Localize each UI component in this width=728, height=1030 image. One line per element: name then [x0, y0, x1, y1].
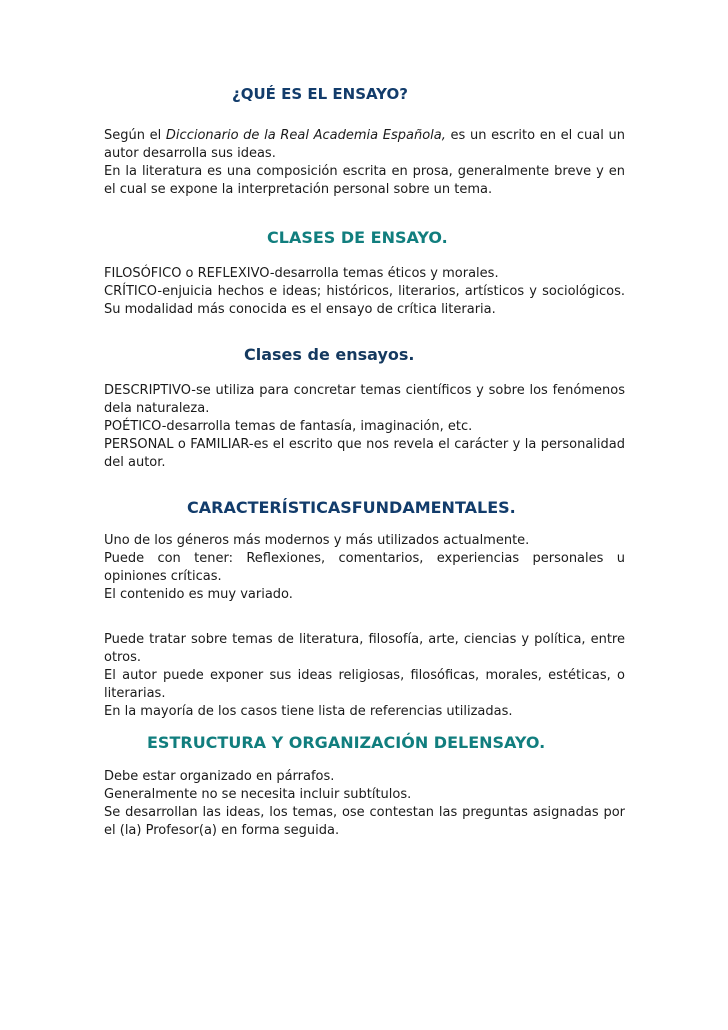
paragraph-descriptivo: DESCRIPTIVO-se utiliza para concretar temas científicos y sobre los fenómenos dela naturaleza.	[104, 383, 625, 416]
section-clases-ensayos-body	[104, 382, 625, 472]
section-clases-body	[104, 265, 625, 319]
section-caracteristicas-body-1	[104, 532, 625, 604]
dictionary-reference: Diccionario de la Real Academia Española,	[165, 128, 446, 143]
text-segment: Según el	[104, 128, 166, 143]
text-segment: es un escrito en el cual un autor desarrolla sus ideas.	[104, 128, 625, 161]
paragraph-contenido-tipos: Puede con tener: Reflexiones, comentarios, experiencias personales u opiniones críticas.	[104, 551, 625, 584]
paragraph-parrafos: Debe estar organizado en párrafos.	[104, 769, 335, 784]
heading-text: ESTRUCTURA Y ORGANIZACIÓN DELENSAYO.	[147, 733, 546, 752]
section-caracteristicas-body-2	[104, 631, 625, 721]
paragraph-referencias: En la mayoría de los casos tiene lista de referencias utilizadas.	[104, 704, 513, 719]
heading-text: Clases de ensayos.	[244, 345, 415, 364]
paragraph-generos: Uno de los géneros más modernos y más utilizados actualmente.	[104, 533, 530, 548]
paragraph-temas: Puede tratar sobre temas de literatura, filosofía, arte, ciencias y política, entre otros.	[104, 632, 625, 665]
paragraph-critico: CRÍTICO-enjuicia hechos e ideas; históricos, literarios, artísticos y sociológicos. Su modalidad más conocida es el ensayo de crítica literaria.	[104, 284, 625, 317]
paragraph-ideas-autor: El autor puede exponer sus ideas religiosas, filosóficas, morales, estéticas, o literarias.	[104, 668, 625, 701]
section-que-es-body	[104, 127, 625, 199]
heading-text: ¿QUÉ ES EL ENSAYO?	[232, 85, 408, 103]
paragraph-definicion	[104, 127, 625, 163]
paragraph-literatura: En la literatura es una composición escrita en prosa, generalmente breve y en el cual se expone la interpretación personal sobre un tema.	[104, 164, 625, 197]
paragraph-personal: PERSONAL o FAMILIAR-es el escrito que nos revela el carácter y la personalidad del autor.	[104, 437, 625, 470]
paragraph-ideas: Se desarrollan las ideas, los temas, ose contestan las preguntas asignadas por el (la) Profesor(a) en forma seguida.	[104, 805, 625, 838]
paragraph-variado: El contenido es muy variado.	[104, 587, 293, 602]
heading-text: CLASES DE ENSAYO.	[267, 228, 448, 247]
paragraph-subtitulos: Generalmente no se necesita incluir subtítulos.	[104, 787, 412, 802]
paragraph-poetico: POÉTICO-desarrolla temas de fantasía, imaginación, etc.	[104, 419, 473, 434]
heading-text: CARACTERÍSTICASFUNDAMENTALES.	[187, 498, 516, 517]
section-estructura-body	[104, 768, 625, 840]
paragraph-filosofico: FILOSÓFICO o REFLEXIVO-desarrolla temas éticos y morales.	[104, 266, 499, 281]
